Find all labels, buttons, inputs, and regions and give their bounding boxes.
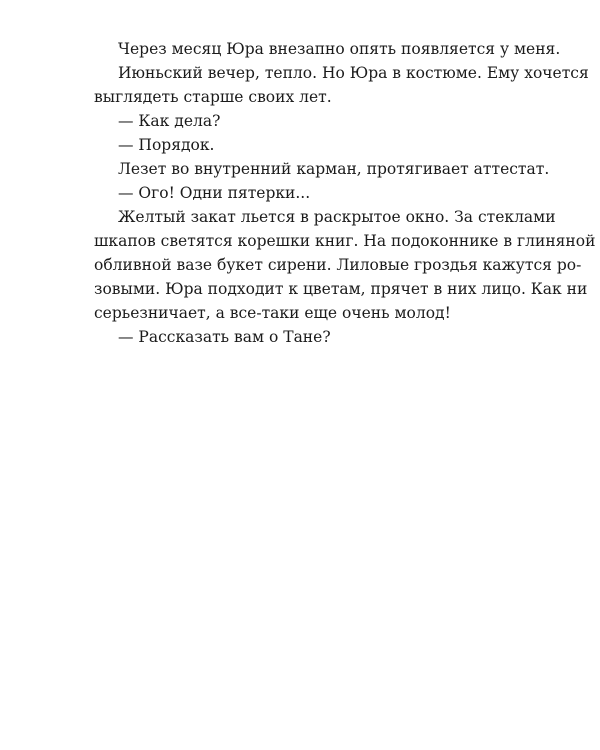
text-block — [94, 37, 596, 349]
text-line: выглядеть старше своих лет. — [94, 88, 332, 106]
text-line: Через месяц Юра внезапно опять появляется у меня. — [118, 40, 561, 58]
text-line: серьезничает, а все-таки еще очень молод! — [94, 304, 451, 322]
text-line: Июньский вечер, тепло. Но Юра в костюме. Ему хочется — [118, 64, 589, 82]
text-line: шкапов светятся корешки книг. На подоконнике в глиняной — [94, 232, 596, 250]
text-line: Желтый закат льется в раскрытое окно. За стеклами — [118, 208, 556, 226]
text-line: зовыми. Юра подходит к цветам, прячет в них лицо. Как ни — [94, 280, 588, 298]
text-line: обливной вазе букет сирени. Лиловые гроздья кажутся ро- — [94, 256, 582, 274]
text-line: — Как дела? — [118, 112, 221, 130]
text-line: — Ого! Одни пятерки... — [118, 184, 311, 202]
text-line: — Рассказать вам о Тане? — [118, 328, 331, 346]
text-line: Лезет во внутренний карман, протягивает аттестат. — [118, 160, 550, 178]
text-line: — Порядок. — [118, 136, 215, 154]
